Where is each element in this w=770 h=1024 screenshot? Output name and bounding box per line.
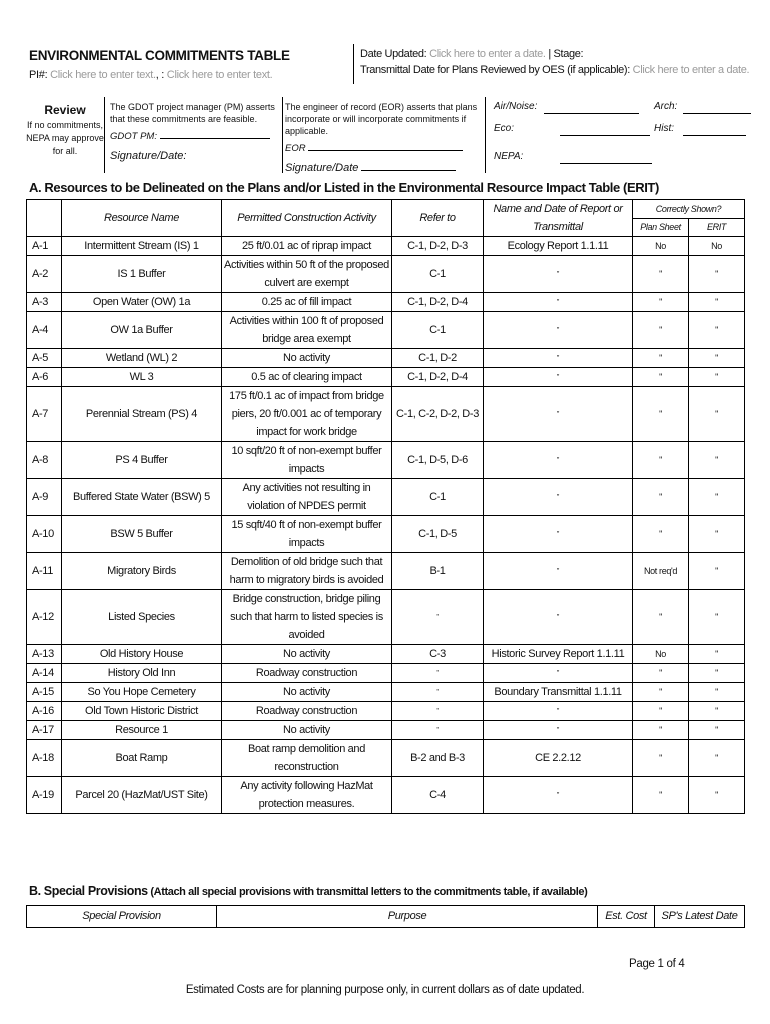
report-name: Historic Survey Report 1.1.11 [484,645,633,664]
erit-shown: " [689,702,745,721]
table-row [27,312,745,349]
permitted-activity: 10 sqft/20 ft of non-exempt buffer impacts [222,442,392,479]
eor-label: EOR [285,143,306,154]
refer-to: C-1, D-5 [392,516,484,553]
resource-name-header: Resource Name [62,200,222,237]
resource-name: WL 3 [62,368,222,387]
refer-to: C-3 [392,645,484,664]
plan-sheet-shown: " [633,293,689,312]
arch-field[interactable] [683,103,751,114]
table-row [27,293,745,312]
table-row [27,237,745,256]
row-id: A-12 [27,590,62,645]
permitted-activity: Roadway construction [222,664,392,683]
erit-shown: " [689,312,745,349]
section-b-heading: B. Special Provisions [29,884,148,898]
eor-signature-field[interactable] [361,170,456,171]
section-a-title: A. Resources to be Delineated on the Plans and/or Listed in the Environmental Resource Impact Table (ERIT) [29,180,659,195]
row-id: A-13 [27,645,62,664]
refer-to: " [392,683,484,702]
permitted-activity: No activity [222,721,392,740]
pi-input[interactable]: Click here to enter text. [50,69,156,81]
report-name: " [484,777,633,814]
header-left [29,48,359,81]
erit-shown: " [689,553,745,590]
refer-to: C-1, D-2, D-3 [392,237,484,256]
plan-sheet-shown: " [633,683,689,702]
refer-to: C-1 [392,479,484,516]
report-name: " [484,479,633,516]
permitted-activity: Any activity following HazMat protection measures. [222,777,392,814]
row-id: A-14 [27,664,62,683]
date-updated-line [360,48,760,60]
resources-table-body [27,237,745,814]
eor-statement: The engineer of record (EOR) asserts that plans incorporate or will incorporate commitments if applicable. [285,102,478,136]
date-input[interactable]: Click here to enter a date. [429,48,546,60]
review-note: If no commitments, NEPA may approve for all. [26,120,104,156]
plan-sheet-shown: " [633,740,689,777]
refer-to: C-4 [392,777,484,814]
plan-sheet-shown: " [633,777,689,814]
plan-sheet-shown: " [633,368,689,387]
erit-shown: " [689,645,745,664]
eco-field[interactable] [560,125,650,136]
pi-label: PI#: [29,69,48,81]
permitted-activity: Bridge construction, bridge piling such that harm to listed species is avoided [222,590,392,645]
erit-shown: " [689,740,745,777]
table-row [27,721,745,740]
row-id: A-10 [27,516,62,553]
table-row [27,777,745,814]
row-id: A-17 [27,721,62,740]
arch-label: Arch: [654,101,678,112]
erit-shown: " [689,590,745,645]
table-row [27,442,745,479]
eor-signature-label: Signature/Date [285,162,359,174]
report-name: " [484,256,633,293]
airnoise-label: Air/Noise: [494,101,538,112]
plan-sheet-shown: No [633,645,689,664]
row-id: A-7 [27,387,62,442]
row-id: A-1 [27,237,62,256]
permitted-activity: 0.25 ac of fill impact [222,293,392,312]
eor-cell [281,97,486,173]
review-box [26,97,752,173]
resource-name: OW 1a Buffer [62,312,222,349]
table-row [27,349,745,368]
row-id: A-8 [27,442,62,479]
special-provision-header: Special Provision [27,906,217,928]
refer-to: C-1, D-2, D-4 [392,293,484,312]
table-row [27,590,745,645]
resource-name: Boat Ramp [62,740,222,777]
refer-to: B-1 [392,553,484,590]
section-b-subtitle: (Attach all special provisions with transmittal letters to the commitments table, if available) [147,886,588,898]
refer-to: B-2 and B-3 [392,740,484,777]
table-row [27,702,745,721]
refer-to: C-1, D-5, D-6 [392,442,484,479]
row-id: A-6 [27,368,62,387]
refer-to: C-1 [392,312,484,349]
permitted-activity: No activity [222,349,392,368]
row-id: A-3 [27,293,62,312]
permitted-activity: Boat ramp demolition and reconstruction [222,740,392,777]
resource-name: Buffered State Water (BSW) 5 [62,479,222,516]
plan-sheet-shown: " [633,721,689,740]
erit-shown: " [689,387,745,442]
refer-to: C-1, D-2, D-4 [392,368,484,387]
resource-name: PS 4 Buffer [62,442,222,479]
eco-label: Eco: [494,123,515,134]
permitted-activity: Any activities not resulting in violation of NPDES permit [222,479,392,516]
stage-label: | Stage: [548,48,584,60]
erit-shown: " [689,516,745,553]
refer-to: C-1, C-2, D-2, D-3 [392,387,484,442]
page-number: Page 1 of 4 [629,958,685,970]
report-name: Boundary Transmittal 1.1.11 [484,683,633,702]
plan-sheet-shown: " [633,387,689,442]
table-row [27,516,745,553]
resource-name: Old Town Historic District [62,702,222,721]
resource-name: Wetland (WL) 2 [62,349,222,368]
date-label: Date Updated: [360,48,427,60]
plan-sheet-shown: " [633,590,689,645]
erit-shown: " [689,664,745,683]
gdot-signature-label: Signature/Date: [110,150,187,162]
table-row [27,683,745,702]
permitted-activity: 25 ft/0.01 ac of riprap impact [222,237,392,256]
review-title: Review [44,103,86,117]
plan-sheet-shown: " [633,256,689,293]
gdot-pm-field[interactable] [160,138,270,139]
erit-shown: No [689,237,745,256]
footer-note: Estimated Costs are for planning purpose only, in current dollars as of date updated. [185,984,585,996]
airnoise-arch-line [488,101,752,119]
resource-name: So You Hope Cemetery [62,683,222,702]
plan-sheet-shown: " [633,442,689,479]
erit-shown: " [689,479,745,516]
nepa-field[interactable] [560,153,652,164]
eor-line [285,143,485,154]
plan-sheet-shown: " [633,479,689,516]
document-title: ENVIRONMENTAL COMMITMENTS TABLE [29,48,290,63]
row-id: A-2 [27,256,62,293]
row-id: A-5 [27,349,62,368]
table-header-row [27,200,745,219]
erit-shown: " [689,777,745,814]
erit-shown: " [689,256,745,293]
resource-name: Old History House [62,645,222,664]
report-name: " [484,442,633,479]
plan-sheet-shown: Not req'd [633,553,689,590]
report-header: Name and Date of Report or Transmittal [484,200,633,237]
resource-name: Open Water (OW) 1a [62,293,222,312]
row-id: A-19 [27,777,62,814]
resource-name: Perennial Stream (PS) 4 [62,387,222,442]
row-id: A-4 [27,312,62,349]
resource-name: Resource 1 [62,721,222,740]
refer-to: C-1, D-2 [392,349,484,368]
resource-name: History Old Inn [62,664,222,683]
row-id: A-9 [27,479,62,516]
row-id: A-18 [27,740,62,777]
eco-hist-line [488,123,752,141]
table-row [27,387,745,442]
report-name: " [484,293,633,312]
report-name: " [484,590,633,645]
transmittal-line [360,64,760,76]
id-header [27,200,62,237]
table-row [27,368,745,387]
report-name: " [484,702,633,721]
row-id: A-15 [27,683,62,702]
pi-line [29,69,359,81]
eor-field[interactable] [308,150,463,151]
erit-shown: " [689,293,745,312]
report-name: " [484,721,633,740]
transmittal-date-input[interactable]: Click here to enter a date. [632,64,750,76]
sp-latest-date-header: SP's Latest Date [655,906,745,928]
erit-shown: " [689,721,745,740]
refer-to: C-1 [392,256,484,293]
report-name: " [484,349,633,368]
airnoise-field[interactable] [544,103,639,114]
resource-name: Intermittent Stream (IS) 1 [62,237,222,256]
activity-header: Permitted Construction Activity [222,200,392,237]
table-row [27,645,745,664]
table-row [27,553,745,590]
plan-sheet-header: Plan Sheet [633,218,689,237]
plan-sheet-shown: " [633,702,689,721]
est-cost-header: Est. Cost [598,906,655,928]
report-name: " [484,368,633,387]
table-row [27,256,745,293]
plan-sheet-shown: " [633,349,689,368]
section-b-title [29,884,587,898]
permitted-activity: 15 sqft/40 ft of non-exempt buffer impacts [222,516,392,553]
correctly-shown-header: Correctly Shown? [633,200,745,219]
header-right [353,44,760,84]
gdot-cell [105,97,283,173]
plan-sheet-shown: No [633,237,689,256]
report-name: " [484,553,633,590]
permitted-activity: No activity [222,645,392,664]
row-id: A-16 [27,702,62,721]
transmittal-label: Transmittal Date for Plans Reviewed by OES (if applicable): [360,64,630,76]
refer-to: " [392,664,484,683]
table-row [27,479,745,516]
review-cell [26,97,105,173]
nepa-label: NEPA: [494,151,524,162]
permitted-activity: 175 ft/0.1 ac of impact from bridge piers, 20 ft/0.001 ac of temporary impact for work bridge [222,387,392,442]
resource-name: IS 1 Buffer [62,256,222,293]
resources-table [26,199,745,814]
gdot-pm-line [110,131,282,142]
report-name: " [484,516,633,553]
permitted-activity: Activities within 100 ft of proposed bridge area exempt [222,312,392,349]
plan-sheet-shown: " [633,312,689,349]
permitted-activity: 0.5 ac of clearing impact [222,368,392,387]
report-name: CE 2.2.12 [484,740,633,777]
hist-label: Hist: [654,123,674,134]
erit-shown: " [689,683,745,702]
refer-to: " [392,721,484,740]
erit-shown: " [689,368,745,387]
erit-header: ERIT [689,218,745,237]
report-name: " [484,387,633,442]
erit-shown: " [689,442,745,479]
hist-field[interactable] [683,125,746,136]
permitted-activity: Roadway construction [222,702,392,721]
pi-input-2[interactable]: Click here to enter text. [166,69,273,81]
resource-name: Listed Species [62,590,222,645]
table-row [27,740,745,777]
report-name: Ecology Report 1.1.11 [484,237,633,256]
report-name: " [484,664,633,683]
gdot-pm-label: GDOT PM: [110,131,157,142]
discipline-cell [488,97,752,173]
gdot-statement: The GDOT project manager (PM) asserts that these commitments are feasible. [110,102,275,124]
permitted-activity: Activities within 50 ft of the proposed culvert are exempt [222,256,392,293]
nepa-line [488,151,752,169]
table-header-row [27,906,745,928]
plan-sheet-shown: " [633,516,689,553]
purpose-header: Purpose [217,906,598,928]
special-provisions-table [26,905,745,928]
permitted-activity: Demolition of old bridge such that harm to migratory birds is avoided [222,553,392,590]
eor-signature-line [285,162,485,174]
refer-to: " [392,590,484,645]
pi-separator: , : [155,69,165,81]
resource-name: BSW 5 Buffer [62,516,222,553]
permitted-activity: No activity [222,683,392,702]
plan-sheet-shown: " [633,664,689,683]
refer-to-header: Refer to [392,200,484,237]
erit-shown: " [689,349,745,368]
resource-name: Parcel 20 (HazMat/UST Site) [62,777,222,814]
report-name: " [484,312,633,349]
row-id: A-11 [27,553,62,590]
resource-name: Migratory Birds [62,553,222,590]
table-row [27,664,745,683]
refer-to: " [392,702,484,721]
